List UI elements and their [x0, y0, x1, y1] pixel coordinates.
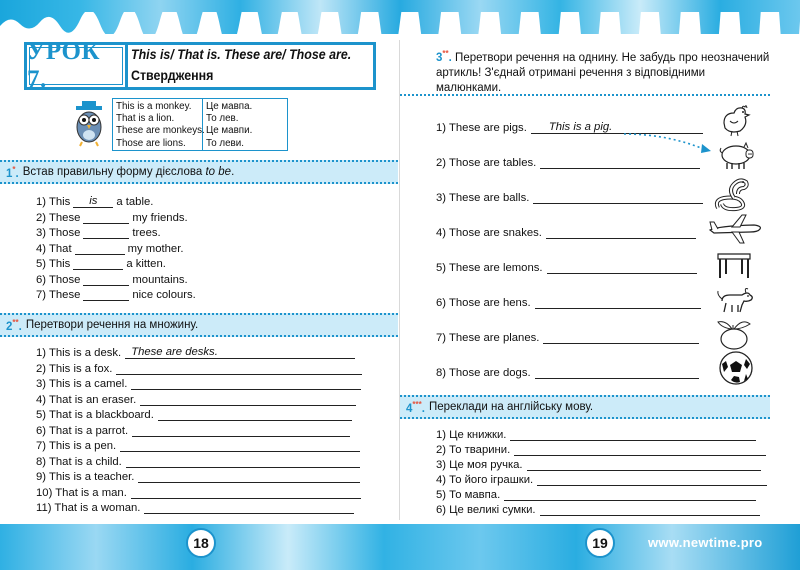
task3-row: 6) Those are hens. [436, 297, 701, 309]
task3-answer-line[interactable] [535, 367, 699, 379]
task2-row: 4) That is an eraser. [36, 394, 356, 406]
task2-header [0, 313, 398, 337]
task1-blank[interactable] [73, 258, 123, 270]
task2-row: 3) This is a camel. [36, 378, 361, 390]
task1-row: 7) These nice colours. [36, 289, 196, 301]
right-page-number: 19 [585, 528, 615, 558]
task3-answer-line[interactable]: This is a pig. [531, 122, 703, 134]
task2-answer-line[interactable] [131, 378, 361, 390]
task3-instruction: Перетвори речення на однину. Не забудь про неозначений артикль! З'єднай отримані речення з відповідними малюнками. [436, 51, 770, 94]
task3-answer-line[interactable] [540, 157, 700, 169]
task4-row: 1) Це книжки. [436, 429, 756, 441]
task4-instruction: Переклади на англійську мову. [428, 401, 594, 413]
website-link[interactable]: www.newtime.pro [648, 535, 763, 550]
task2-answer-line[interactable] [144, 502, 354, 514]
task3-row: 4) Those are snakes. [436, 227, 696, 239]
task2-row: 9) This is a teacher. [36, 471, 360, 483]
task3-row: 1) These are pigs. This is a pig. [436, 122, 703, 134]
example-ua: Це мавпи. [206, 125, 253, 137]
task2-row: 6) That is a parrot. [36, 425, 350, 437]
task2-answer-line[interactable] [140, 394, 356, 406]
task2-answer-line[interactable]: These are desks. [125, 347, 355, 359]
task3-answer-line[interactable] [543, 332, 699, 344]
task2-number: 2**. [6, 317, 22, 333]
example-ua: Це мавпа. [206, 101, 253, 112]
examples-ukrainian-column [203, 99, 287, 150]
task4-row: 5) То мавпа. [436, 489, 756, 501]
task2-row: 5) That is a blackboard. [36, 409, 352, 421]
top-decorative-band [0, 0, 800, 34]
match-arrow-icon [622, 130, 714, 156]
pig-icon [718, 139, 756, 171]
task4-row: 3) Це моя ручка. [436, 459, 761, 471]
task4-answer-line[interactable] [540, 504, 760, 516]
task2-answer-line[interactable] [132, 425, 350, 437]
task2-answer-line[interactable] [158, 409, 352, 421]
hen-icon [718, 103, 754, 137]
task1-row: 5) This a kitten. [36, 258, 166, 270]
task2-row: 7) This is a pen. [36, 440, 360, 452]
task1-blank[interactable] [75, 243, 125, 255]
page-spine-divider [399, 40, 400, 520]
dog-icon [714, 283, 756, 315]
example-ua: То леви. [206, 137, 244, 149]
task1-blank[interactable] [83, 227, 129, 239]
task4-list [436, 429, 766, 521]
task4-answer-line[interactable] [537, 474, 767, 486]
task2-answer-line[interactable] [120, 440, 360, 452]
task1-row: 3) Those trees. [36, 227, 161, 239]
task3-answer-line[interactable] [547, 262, 697, 274]
examples-english-column [113, 99, 203, 150]
task3-answer-line[interactable] [546, 227, 696, 239]
task2-row: 8) That is a child. [36, 456, 360, 468]
task1-row: 4) That my mother. [36, 242, 184, 255]
task4-header [400, 395, 770, 419]
lesson-subtitle: Ствердження [131, 68, 214, 83]
task3-row: 3) These are balls. [436, 192, 703, 204]
task3-row: 7) These are planes. [436, 332, 699, 344]
lesson-title: This is/ That is. These are/ Those are. [131, 47, 352, 62]
lesson-badge [24, 38, 128, 93]
task3-row: 8) Those are dogs. [436, 367, 699, 379]
task2-row: 10) That is a man. [36, 487, 361, 499]
task1-blank[interactable]: is [73, 196, 113, 208]
task3-header [436, 46, 770, 96]
task1-row: 1) This is a table. [36, 195, 154, 208]
examples-table [112, 98, 288, 151]
owl-mascot-icon [72, 100, 106, 148]
task1-number: 1*. [6, 164, 19, 180]
task2-answer-line[interactable] [116, 363, 362, 375]
task3-divider [400, 94, 770, 96]
task2-row: 11) That is a woman. [36, 502, 354, 514]
example-en: Those are lions. [116, 137, 186, 149]
ball-icon [718, 350, 754, 386]
lesson-label: УРОК 7. [27, 38, 101, 93]
task3-number: 3**. [436, 49, 452, 64]
example-en: That is a lion. [116, 113, 175, 125]
task2-row: 1) This is a desk. These are desks. [36, 347, 355, 359]
task4-row: 6) Це великі сумки. [436, 504, 760, 516]
table-icon [714, 248, 754, 280]
task2-answer-line[interactable] [131, 487, 361, 499]
task1-row: 6) Those mountains. [36, 273, 188, 286]
task1-list [36, 196, 376, 306]
lemon-icon [712, 316, 754, 352]
task2-answer-line[interactable] [126, 456, 360, 468]
task2-instruction: Перетвори речення на множину. [25, 319, 199, 331]
example-en: This is a monkey. [116, 101, 192, 112]
example-en: These are monkeys. [116, 125, 205, 137]
task4-answer-line[interactable] [527, 459, 761, 471]
task4-answer-line[interactable] [504, 489, 756, 501]
wave-decoration [0, 12, 800, 34]
example-ua: То лев. [206, 113, 239, 125]
task1-blank[interactable] [83, 289, 129, 301]
left-page-number: 18 [186, 528, 216, 558]
task4-row: 4) То його іграшки. [436, 474, 767, 486]
task2-row: 2) This is a fox. [36, 363, 362, 375]
plane-icon [708, 212, 764, 246]
task4-row: 2) То тварини. [436, 444, 766, 456]
task3-answer-line[interactable] [535, 297, 701, 309]
task2-list [36, 347, 366, 519]
task3-list [436, 122, 716, 392]
task4-number: 4***. [406, 399, 425, 415]
task1-row: 2) These my friends. [36, 211, 188, 224]
task1-blank[interactable] [83, 274, 129, 286]
task4-answer-line[interactable] [510, 429, 756, 441]
task3-row: 5) These are lemons. [436, 262, 697, 274]
task3-answer-line[interactable] [533, 192, 703, 204]
task1-instruction: Встав правильну форму дієслова to be. [22, 166, 235, 178]
snake-icon [712, 174, 756, 212]
task2-answer-line[interactable] [138, 471, 360, 483]
task1-blank[interactable] [83, 212, 129, 224]
task4-answer-line[interactable] [514, 444, 766, 456]
task1-header [0, 160, 398, 184]
task3-row: 2) Those are tables. [436, 157, 700, 169]
